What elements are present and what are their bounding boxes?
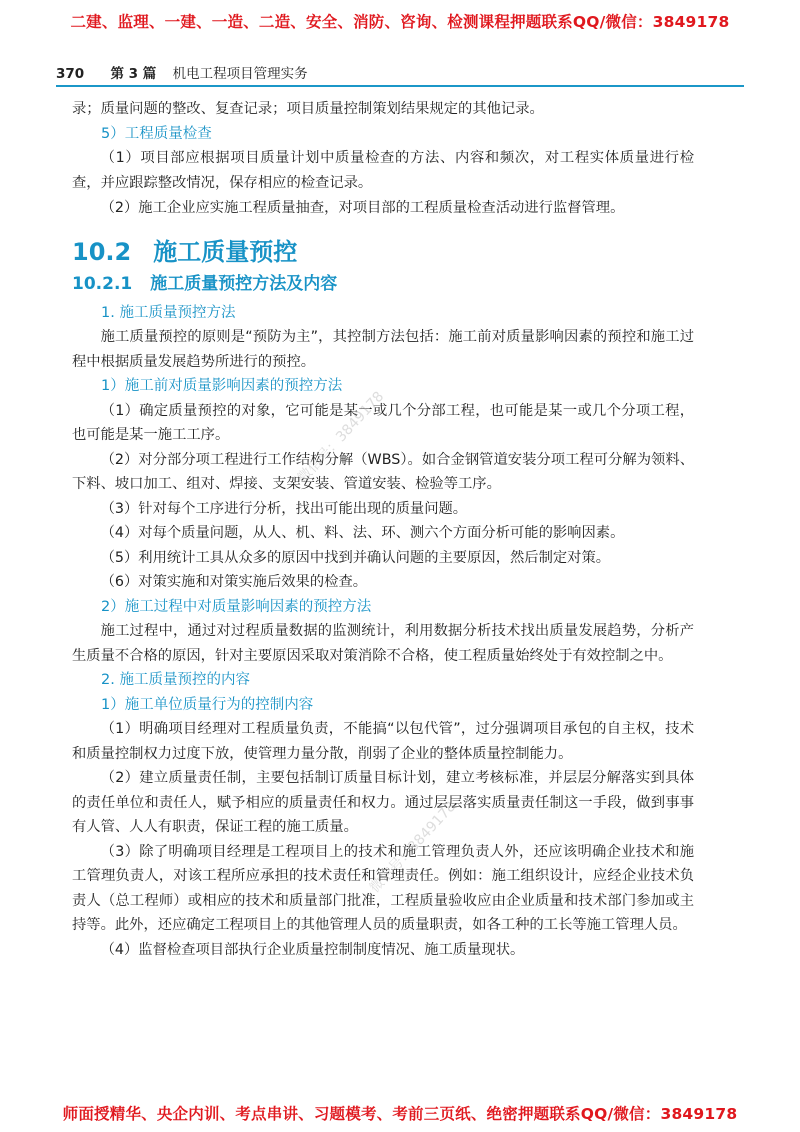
list-item: （1）明确项目经理对工程质量负责，不能搞“以包代管”，过分强调项目承包的自主权，技术和质量控制权力过度下放，使管理力量分散，削弱了企业的整体质量控制能力。 <box>72 721 694 762</box>
section-title: 施工质量预控 <box>153 237 298 266</box>
section-heading <box>72 237 694 267</box>
bottom-banner: 师面授精华、央企内训、考点串讲、习题模考、考前三页纸、绝密押题联系QQ/微信：3849178 <box>62 1105 738 1123</box>
list-item: （1）确定质量预控的对象，它可能是某一或几个分部工程，也可能是某一或几个分项工程，也可能是某一施工工序。 <box>72 402 694 443</box>
list-item: （5）利用统计工具从众多的原因中找到并确认问题的主要原因，然后制定对策。 <box>100 549 611 566</box>
subsection-title: 施工质量预控方法及内容 <box>150 273 338 294</box>
heading-before-construction: 1）施工前对质量影响因素的预控方法 <box>101 378 343 394</box>
subsection-number: 10.2.1 <box>72 273 133 294</box>
list-item: （4）监督检查项目部执行企业质量控制制度情况、施工质量现状。 <box>100 941 525 958</box>
paragraph-precontrol-methods: 施工质量预控的原则是“预防为主”，其控制方法包括：施工前对质量影响因素的预控和施工过程中根据质量发展趋势所进行的预控。 <box>72 329 694 370</box>
top-banner: 二建、监理、一建、一造、二造、安全、消防、咨询、检测课程押题联系QQ/微信：3849178 <box>70 13 730 31</box>
list-item: （4）对每个质量问题，从人、机、料、法、环、测六个方面分析可能的影响因素。 <box>100 525 625 541</box>
page-number: 370 <box>56 66 85 82</box>
part-label: 第 3 篇 <box>110 66 157 82</box>
running-header <box>56 62 744 86</box>
heading-precontrol-contents: 2. 施工质量预控的内容 <box>101 672 250 688</box>
heading-unit-behavior: 1）施工单位质量行为的控制内容 <box>101 696 314 713</box>
header-title: 机电工程项目管理实务 <box>172 66 308 82</box>
list-item: （6）对策实施和对策实施后效果的检查。 <box>100 574 368 590</box>
header-rule <box>56 85 744 87</box>
watermark: 微信号：3849178 <box>366 798 460 897</box>
list-item: （3）针对每个工序进行分析，找出可能出现的质量问题。 <box>100 500 468 517</box>
paragraph-during-construction: 施工过程中，通过对过程质量数据的监测统计，利用数据分析技术找出质量发展趋势，分析产生质量不合格的原因，针对主要原因采取对策消除不合格，使工程质量始终处于有效控制之中。 <box>72 623 694 664</box>
heading-quality-inspection: 5）工程质量检查 <box>101 125 212 142</box>
page-content <box>72 97 694 962</box>
paragraph-continued: 录；质量问题的整改、复查记录；项目质量控制策划结果规定的其他记录。 <box>72 101 544 117</box>
watermark: 微信号：3849178 <box>294 388 388 487</box>
paragraph-inspection-1: （1）项目部应根据项目质量计划中质量检查的方法、内容和频次，对工程实体质量进行检查，并应跟踪整改情况，保存相应的检查记录。 <box>72 150 694 191</box>
heading-during-construction: 2）施工过程中对质量影响因素的预控方法 <box>101 598 372 615</box>
paragraph-inspection-2: （2）施工企业应实施工程质量抽查，对项目部的工程质量检查活动进行监督管理。 <box>100 200 625 216</box>
list-item: （3）除了明确项目经理是工程项目上的技术和施工管理负责人外，还应该明确企业技术和施工管理负责人，对该工程所应承担的技术责任和管理责任。例如：施工组织设计，应经企业技术负责人（总工程师）或相应的技术和质量部门批准，工程质量验收应由企业质量和技术部门参加或主持等。此外，还应确定工程项目上的其他管理人员的质量职责，如各工种的工长等施工管理人员。 <box>72 843 694 933</box>
list-item: （2）对分部分项工程进行工作结构分解（WBS）。如合金钢管道安装分项工程可分解为领料、下料、坡口加工、组对、焊接、支架安装、管道安装、检验等工序。 <box>72 451 694 492</box>
list-item: （2）建立质量责任制，主要包括制订质量目标计划，建立考核标准，并层层分解落实到具体的责任单位和责任人，赋予相应的质量责任和权力。通过层层落实质量责任制这一手段，做到事事有人管、人人有职责，保证工程的施工质量。 <box>72 770 694 835</box>
heading-precontrol-methods: 1. 施工质量预控方法 <box>101 304 236 321</box>
section-number: 10.2 <box>72 237 132 266</box>
subsection-heading <box>72 271 694 297</box>
